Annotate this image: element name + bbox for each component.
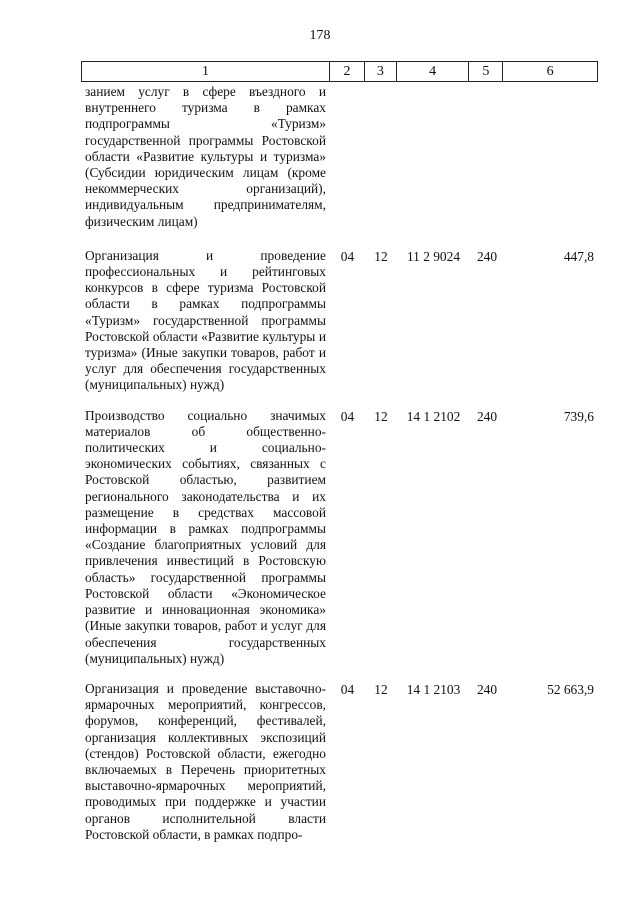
row-subsection: 12	[374, 408, 388, 424]
row-amount: 447,8	[563, 248, 594, 264]
row-target-article	[397, 84, 470, 230]
row-description: Организация и проведение профессиональных и рейтинговых конкурсов в сфере туризма Ростовской области в рамках подпрограммы «Туризм» государственной программы Ростовской области «Развитие культуры и туризма» (Иные закупки товаров, работ и услуг для обеспечения государственных (муниципальных) нужд)	[85, 247, 326, 393]
row-description: занием услуг в сфере въездного и внутреннего туризма в рамках подпрограммы «Туризм» государственной программы Ростовской области «Развитие культуры и туризма» (Субсидии юридическим лицам (кроме некоммерческих организаций), индивидуальным предпринимателям, физическим лицам)	[85, 84, 326, 229]
row-target-article: 11 2 9024	[406, 248, 461, 264]
row-target-article: 14 1 2103	[406, 681, 461, 697]
row-subsection: 12	[374, 248, 388, 264]
table-row	[81, 248, 598, 394]
header-col-6: 6	[546, 64, 554, 79]
row-subsection: 12	[374, 681, 388, 697]
row-subsection	[365, 84, 397, 230]
row-section	[330, 84, 365, 230]
row-section: 04	[340, 681, 355, 697]
header-col-3: 3	[365, 62, 397, 81]
header-col-4: 4	[397, 62, 470, 81]
header-col-5: 5	[469, 62, 503, 81]
row-section: 04	[340, 408, 355, 424]
row-amount	[504, 84, 598, 230]
row-amount: 739,6	[563, 408, 594, 424]
table-row	[81, 408, 598, 667]
row-section: 04	[340, 248, 355, 264]
row-description: Производство социально значимых материалов об общественно-политических и социально-экономических событиях, связанных с Ростовской областью, развитием регионального законодательства и их размещение в средствах массовой информации в рамках подпрограммы «Создание благоприятных условий для привлечения инвестиций в Ростовскую область» государственной программы Ростовской области «Экономическое развитие и инновационная экономика» (Иные закупки товаров, работ и услуг для обеспечения государственных (муниципальных) нужд)	[85, 407, 326, 666]
row-expense-type: 240	[476, 408, 498, 424]
page-number: 178	[309, 28, 331, 43]
row-target-article: 14 1 2102	[406, 408, 461, 424]
table-row	[81, 681, 598, 843]
table-row	[81, 84, 598, 230]
table-body	[81, 84, 598, 857]
table-header	[81, 61, 598, 82]
row-amount: 52 663,9	[547, 681, 594, 697]
row-description: Организация и проведение выставочно-ярмарочных мероприятий, конгрессов, форумов, конференций, фестивалей, организация коллективных экспозиций (стендов) Ростовской области, ежегодно включаемых в Перечень приоритетных выставочно-ярмарочных мероприятий, проводимых при поддержке и участии органов исполнительной власти Ростовской области, в рамках подпро-	[85, 680, 326, 842]
row-expense-type	[470, 84, 504, 230]
row-expense-type: 240	[476, 248, 498, 264]
header-col-2: 2	[330, 62, 365, 81]
header-col-1: 1	[82, 62, 330, 81]
row-expense-type: 240	[476, 681, 498, 697]
